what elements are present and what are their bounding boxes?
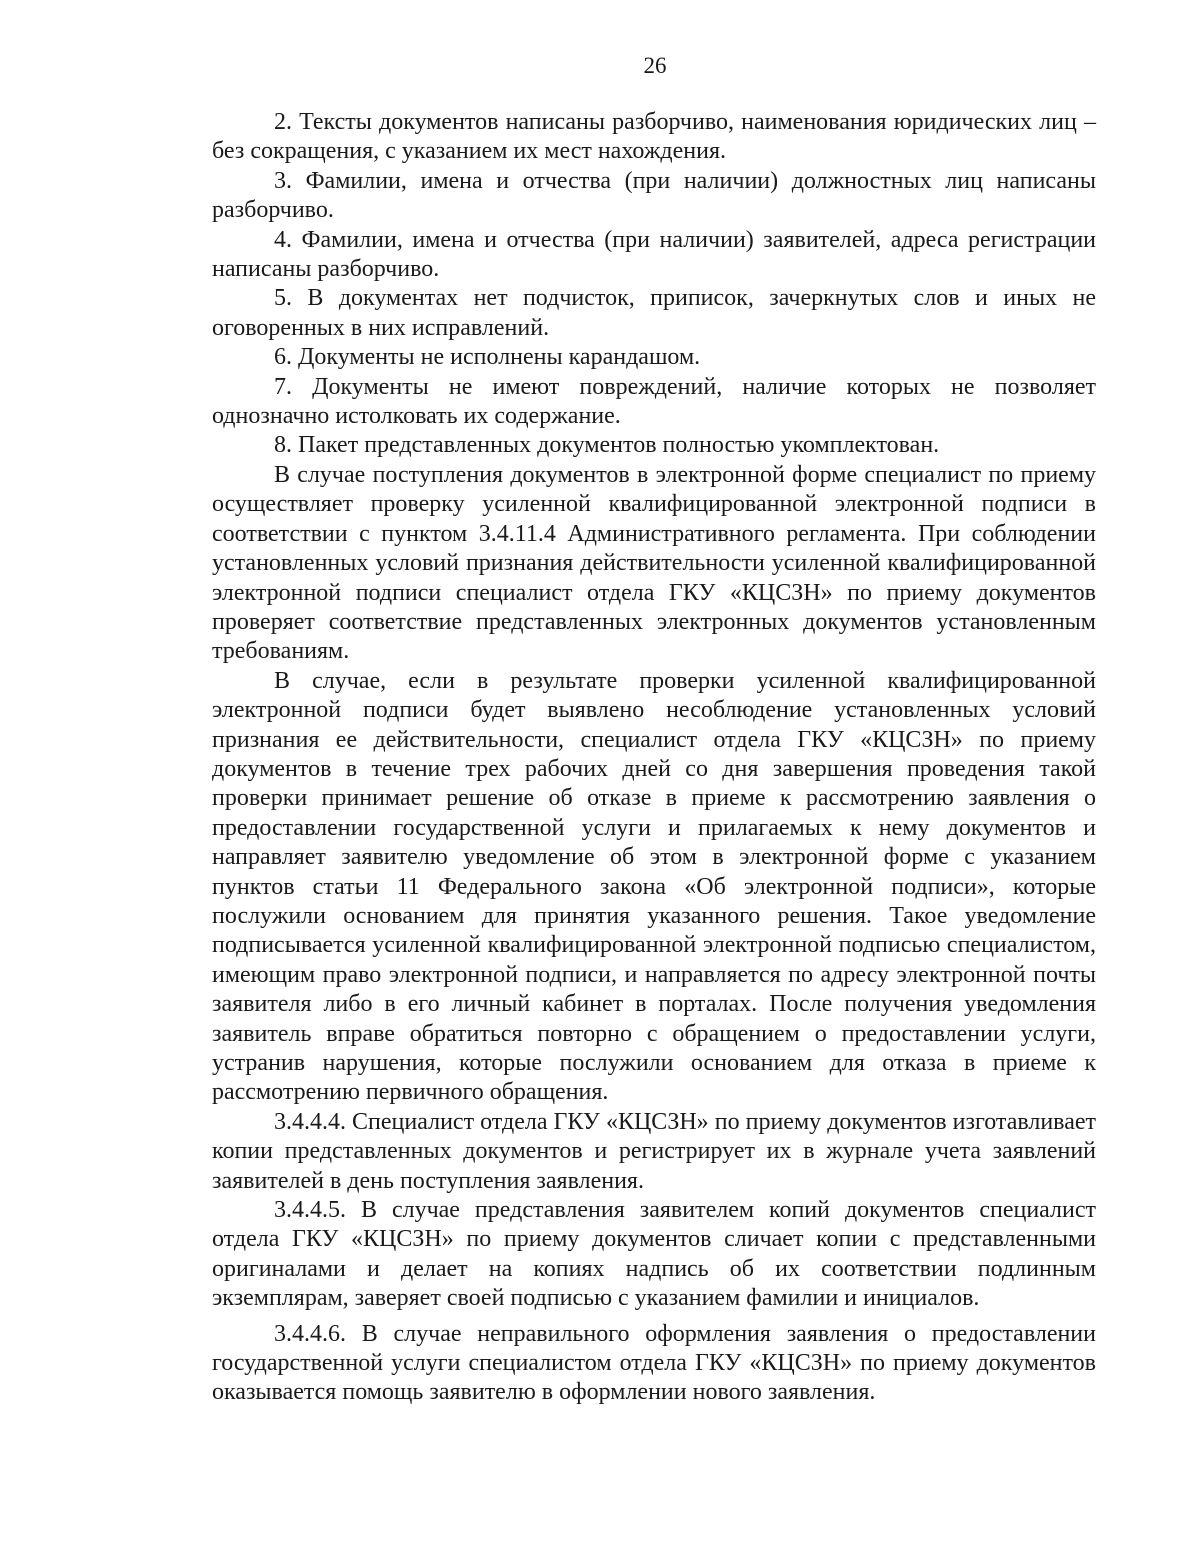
paragraph-item-8: 8. Пакет представленных документов полностью укомплектован. (274, 432, 940, 459)
paragraph-3-4-4-4: 3.4.4.4. Специалист отдела ГКУ «КЦСЗН» по приему документов изготавливает копии представленных документов и регистрирует их в журнале учета заявлений заявителей в день поступления заявления. (212, 1108, 1096, 1194)
paragraph-electronic-submission: В случае поступления документов в электронной форме специалист по приему осуществляет проверку усиленной квалифицированной электронной подписи в соответствии с пунктом 3.4.11.4 Административного регламента. При соблюдении установленных условий признания действительности усиленной квалифицированной электронной подписи специалист отдела ГКУ «КЦСЗН» по приему документов проверяет соответствие представленных электронных документов установленным требованиям. (212, 461, 1096, 665)
paragraph-item-6: 6. Документы не исполнены карандашом. (274, 344, 701, 371)
paragraph-item-4: 4. Фамилии, имена и отчества (при наличии) заявителей, адреса регистрации написаны разборчиво. (212, 226, 1096, 283)
paragraph-3-4-4-6: 3.4.4.6. В случае неправильного оформления заявления о предоставлении государственной услуги специалистом отдела ГКУ «КЦСЗН» по приему документов оказывается помощь заявителю в оформлении нового заявления. (212, 1320, 1096, 1406)
paragraph-item-5: 5. В документах нет подчисток, приписок, зачеркнутых слов и иных не оговоренных в них исправлений. (212, 285, 1096, 341)
paragraph-item-7: 7. Документы не имеют повреждений, наличие которых не позволяет однозначно истолковать их содержание. (212, 373, 1096, 430)
page-number: 26 (643, 53, 667, 78)
document-body (212, 108, 1096, 1408)
paragraph-3-4-4-5: 3.4.4.5. В случае представления заявителем копий документов специалист отдела ГКУ «КЦСЗН» по приему документов сличает копии с представленными оригиналами и делает на копиях надпись об их соответствии подлинным экземплярам, заверяет своей подписью с указанием фамилии и инициалов. (212, 1197, 1096, 1312)
paragraph-item-2: 2. Тексты документов написаны разборчиво, наименования юридических лиц – без сокращения, с указанием их мест нахождения. (212, 109, 1096, 165)
paragraph-item-3: 3. Фамилии, имена и отчества (при наличии) должностных лиц написаны разборчиво. (212, 167, 1096, 224)
paragraph-signature-check-failure: В случае, если в результате проверки усиленной квалифицированной электронной подписи будет выявлено несоблюдение установленных условий признания ее действительности, специалист отдела ГКУ «КЦСЗН» по приему документов в течение трех рабочих дней со дня завершения проведения такой проверки принимает решение об отказе в приеме к рассмотрению заявления о предоставлении государственной услуги и прилагаемых к нему документов и направляет заявителю уведомление об этом в электронной форме с указанием пунктов статьи 11 Федерального закона «Об электронной подписи», которые послужили основанием для принятия указанного решения. Такое уведомление подписывается усиленной квалифицированной электронной подписью специалистом, имеющим право электронной подписи, и направляется по адресу электронной почты заявителя либо в его личный кабинет в порталах. После получения уведомления заявитель вправе обратиться повторно с обращением о предоставлении услуги, устранив нарушения, которые послужили основанием для отказа в приеме к рассмотрению первичного обращения. (212, 667, 1096, 1106)
